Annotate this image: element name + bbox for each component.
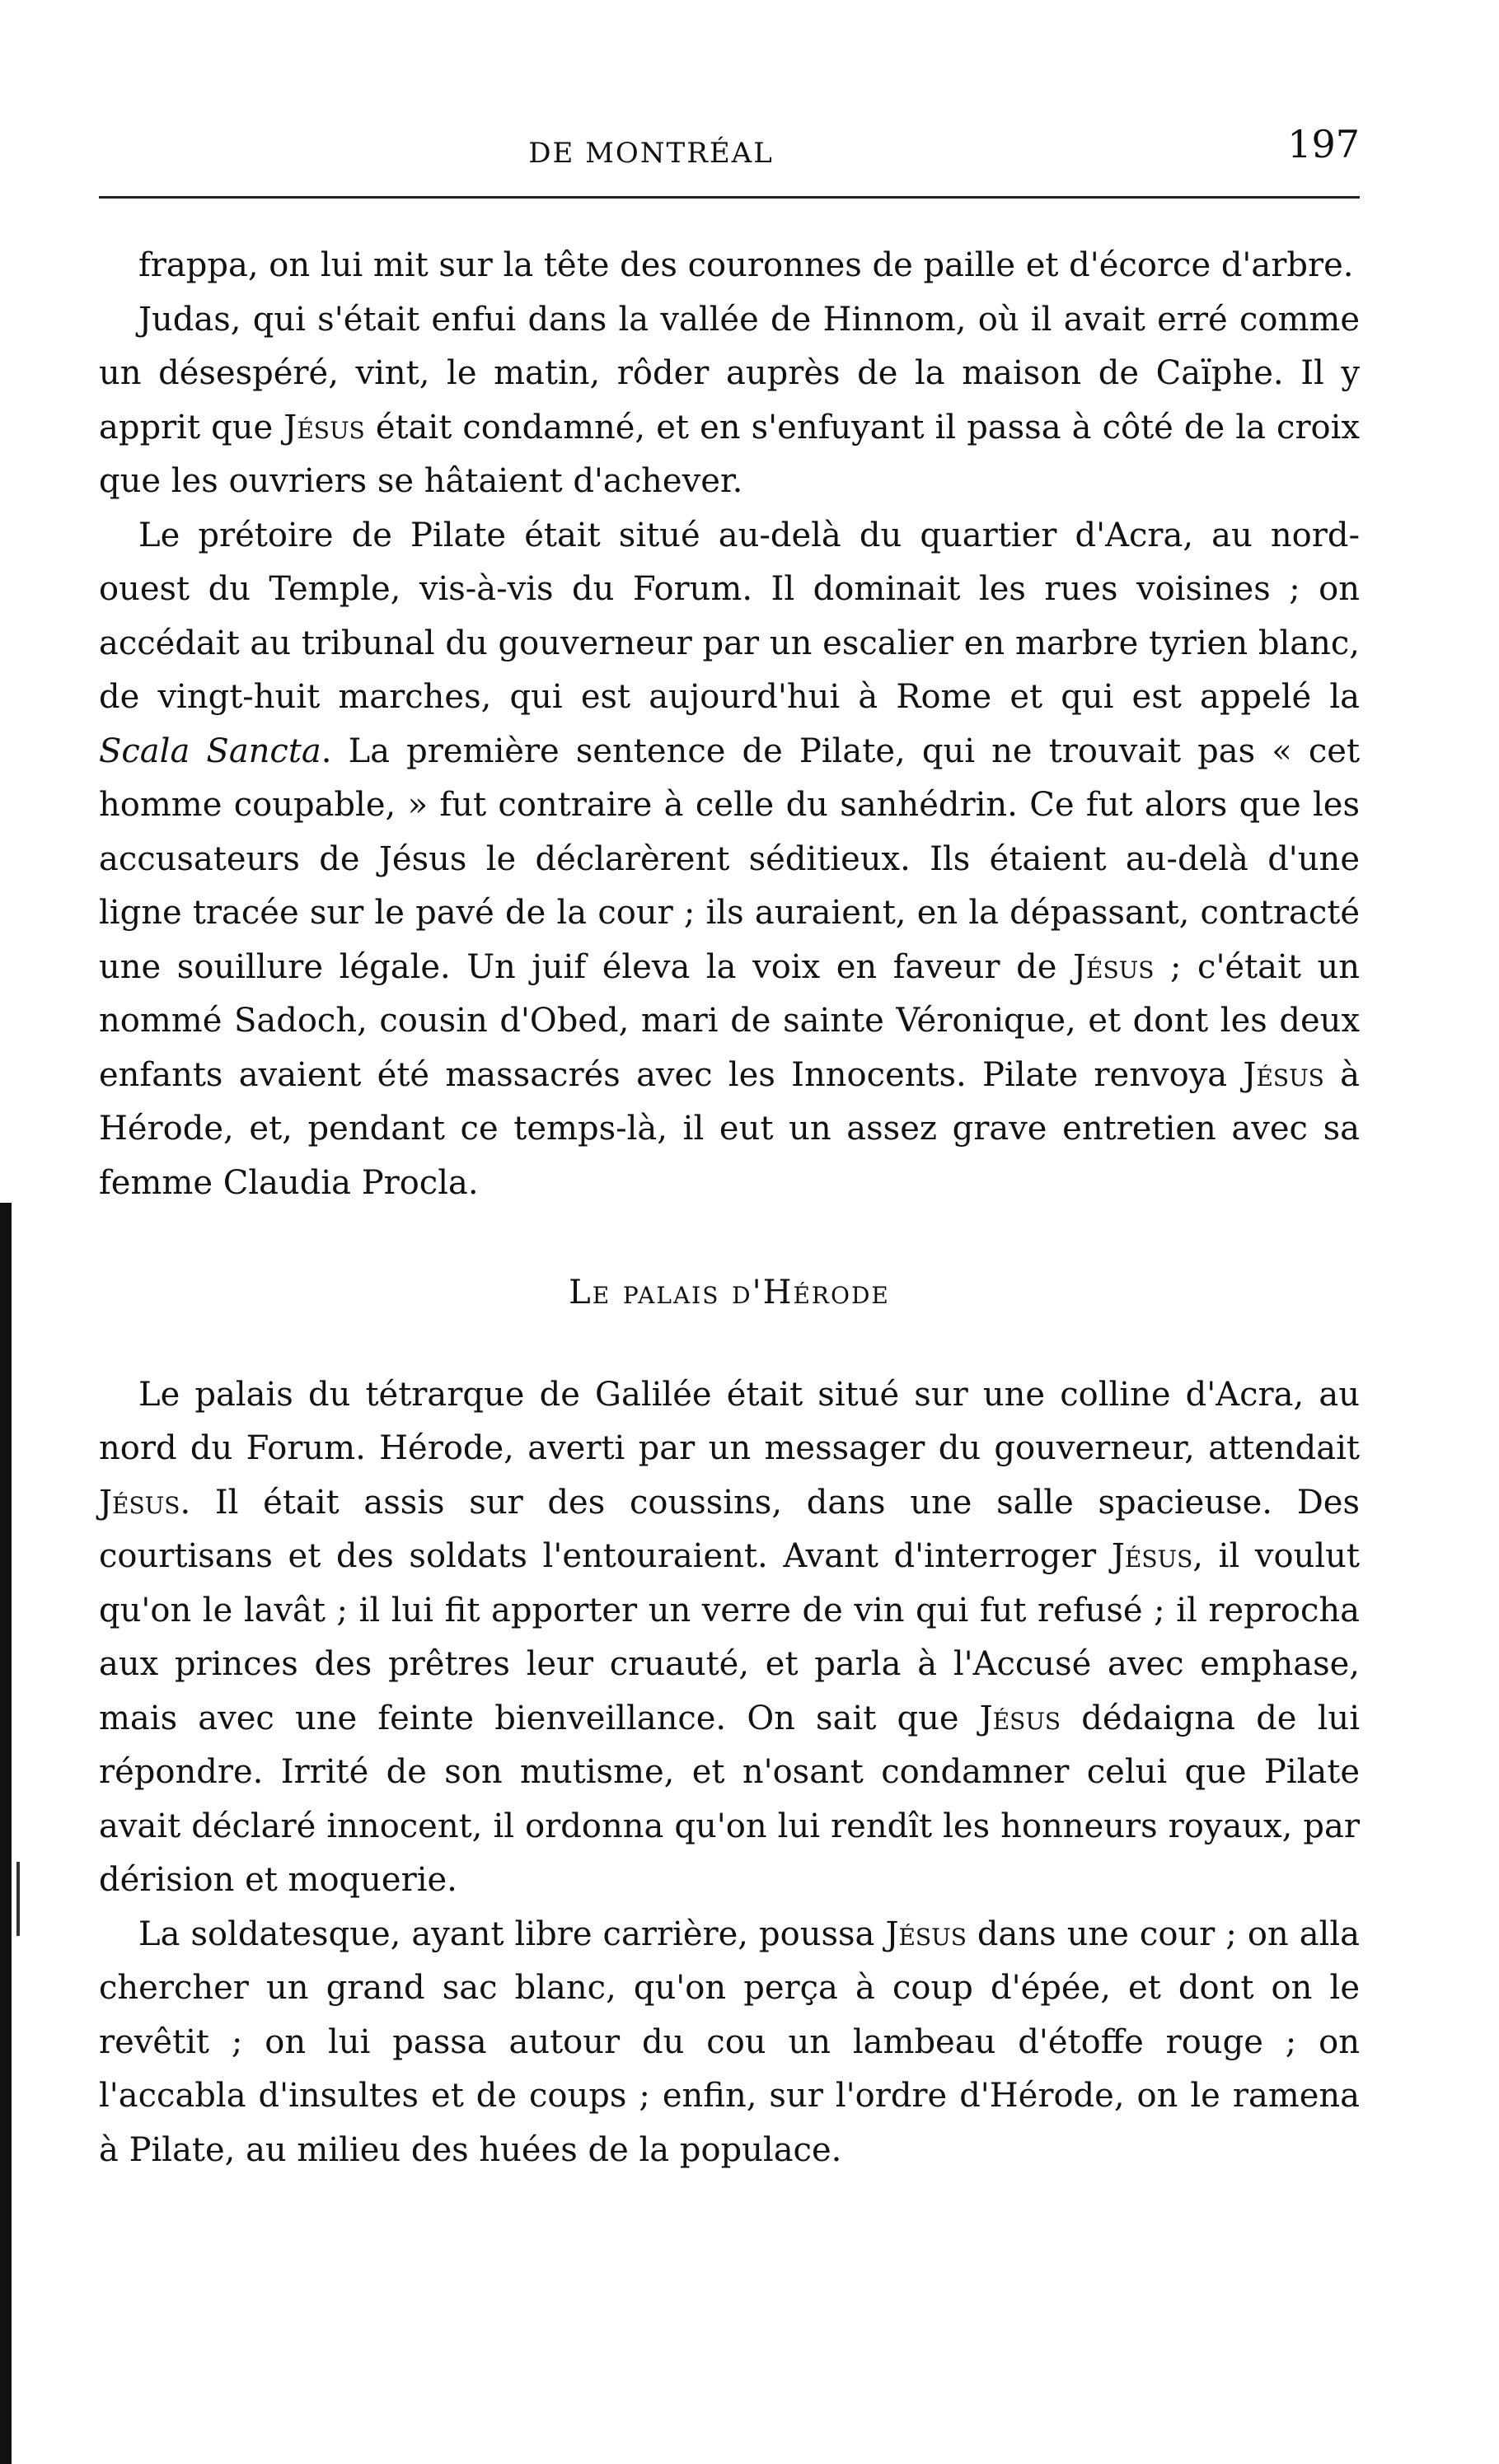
text-run: dédaigna de lui répondre. Irrité de son mutisme, et n'osant condamner celui que Pilate avait déclaré innocent, il ordonna qu'on lui rendît les honneurs royaux, par dérision et moquerie. [99,1699,1360,1899]
binding-fleck [16,1862,20,1936]
text-run: était condamné, et en s'enfuyant il passa à côté de la croix que les ouvriers se hâtaient d'achever. [99,408,1360,500]
small-caps-name: Jésus [283,408,365,447]
small-caps-name: Jésus [885,1915,967,1953]
italic-term: Scala Sancta [99,732,321,770]
text-block-after-heading [99,1368,1360,2178]
text-run: à Hérode, et, pendant ce temps-là, il eut un assez grave entretien avec sa femme Claudia Procla. [99,1055,1361,1202]
small-caps-name: Jésus [99,1483,180,1522]
text-run: Le prétoire de Pilate était situé au-delà du quartier d'Acra, au nord-ouest du Temple, vis-à-vis du Forum. Il dominait les rues voisines ; on accédait au tribunal du gouverneur par un escalier en marbre tyrien blanc, de vingt-huit marches, qui est aujourd'hui à Rome et qui est appelé la [99,516,1360,716]
page-body [99,239,1360,2177]
text-run: Judas, qui s'était enfui dans la vallée de Hinnom, où il avait erré comme un désespéré, vint, le matin, rôder auprès de la maison de Caïphe. Il y apprit que [99,300,1360,447]
text-run: . La première sentence de Pilate, qui ne trouvait pas « cet homme coupable, » fut contraire à celle du sanhédrin. Ce fut alors que les accusateurs de Jésus le déclarèrent séditieux. Ils étaient au-delà d'une ligne tracée sur le pavé de la cour ; ils auraient, en la dépassant, contracté une souillure légale. Un juif éleva la voix en faveur de [99,732,1361,986]
page-number: 197 [1287,122,1360,166]
small-caps-name: Jésus [1111,1537,1193,1575]
small-caps-name: Jésus [1243,1055,1324,1094]
paragraph [99,239,1360,293]
header-rule [99,196,1360,199]
text-run: dans une cour ; on alla chercher un grand sac blanc, qu'on perça à coup d'épée, et dont on le revêtit ; on lui passa autour du cou un lambeau d'étoffe rouge ; on l'accabla d'insultes et de coups ; enfin, sur l'ordre d'Hérode, on le ramena à Pilate, au milieu des huées de la populace. [99,1915,1360,2169]
small-caps-name: Jésus [979,1699,1061,1737]
paragraph [99,1908,1360,2178]
section-title: Le palais d'Hérode [569,1274,890,1311]
text-run: La soldatesque, ayant libre carrière, poussa [138,1915,886,1953]
text-run: . Il était assis sur des coussins, dans une salle spacieuse. Des courtisans et des soldats l'entouraient. Avant d'interroger [99,1483,1360,1575]
binding-edge-shadow [0,1203,12,2464]
paragraph [99,293,1360,509]
page-header [99,122,1360,180]
text-run: frappa, on lui mit sur la tête des couronnes de paille et d'écorce d'arbre. [138,246,1354,284]
small-caps-name: Jésus [1072,947,1155,986]
text-run: Le palais du tétrarque de Galilée était situé sur une colline d'Acra, au nord du Forum. Hérode, averti par un messager du gouverneur, attendait [99,1375,1360,1467]
running-title: DE MONTRÉAL [528,137,774,170]
paragraph [99,509,1360,1211]
text-run: , il voulut qu'on le lavât ; il lui fit apporter un verre de vin qui fut refusé ; il reprocha aux princes des prêtres leur cruauté, et parla à l'Accusé avec emphase, mais avec une feinte bienveillance. On sait que [99,1537,1360,1737]
text-run: ; c'était un nommé Sadoch, cousin d'Obed, mari de sainte Véronique, et dont les deux enfants avaient été massacrés avec les Innocents. Pilate renvoya [99,947,1360,1094]
paragraph [99,1368,1360,1908]
text-block-before-heading [99,239,1360,1210]
